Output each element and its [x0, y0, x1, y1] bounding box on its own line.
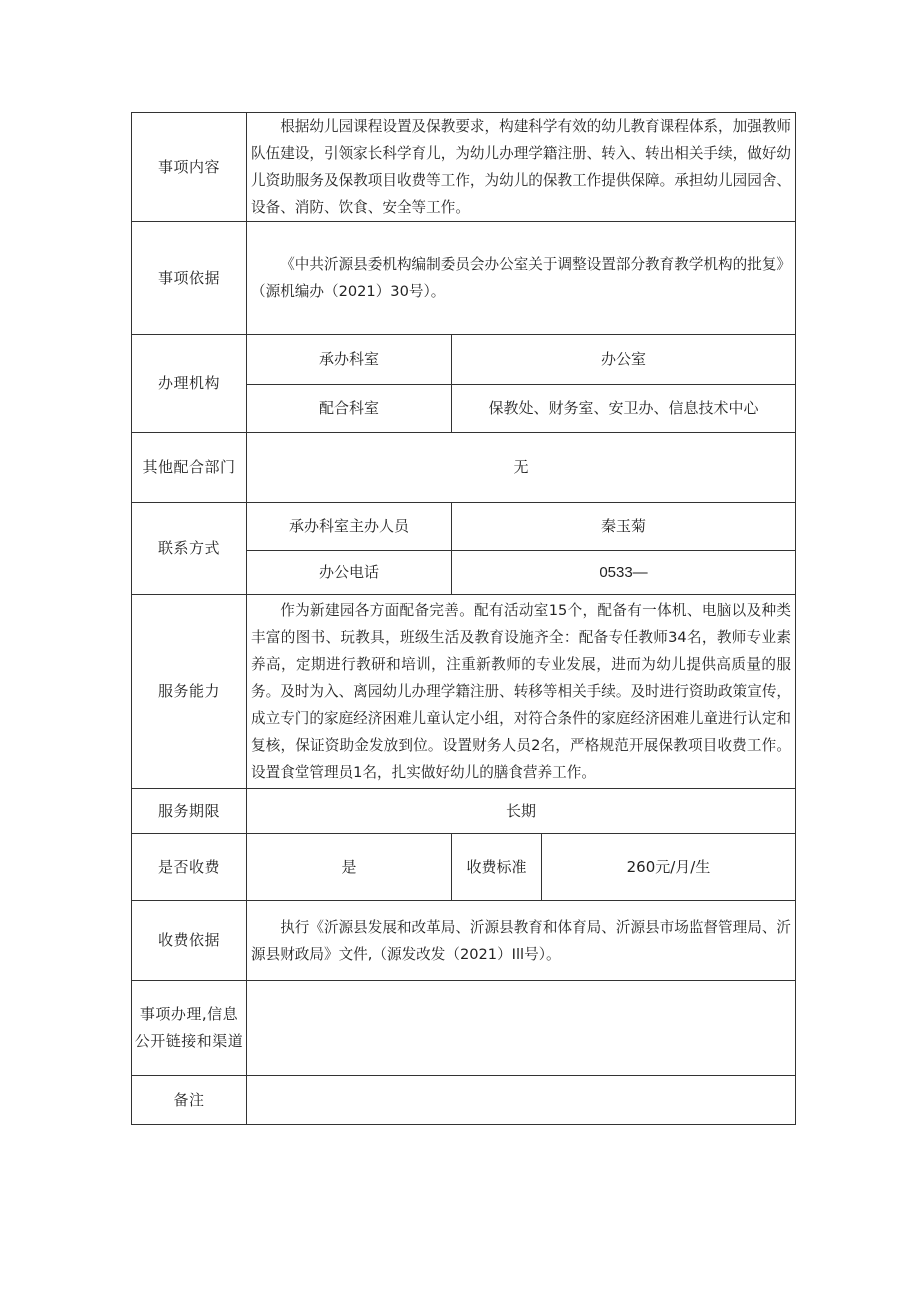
undertake-dept-label: 承办科室: [247, 335, 452, 385]
capability-label: 服务能力: [132, 595, 247, 789]
fee-standard-value: 260元/月/生: [542, 834, 796, 901]
phone-label: 办公电话: [247, 551, 452, 595]
row-agency-undertake: [132, 335, 796, 385]
fee-label: 是否收费: [132, 834, 247, 901]
period-value: 长期: [247, 789, 796, 834]
channels-value: [247, 981, 796, 1076]
phone-value: 0533—: [452, 551, 796, 595]
row-channels: [132, 981, 796, 1076]
fee-basis-label: 收费依据: [132, 901, 247, 981]
other-departments-value: 无: [247, 433, 796, 503]
channels-label: 事项办理,信息公开链接和渠道: [132, 981, 247, 1076]
row-fee-basis: [132, 901, 796, 981]
undertake-dept-value: 办公室: [452, 335, 796, 385]
contact-label: 联系方式: [132, 503, 247, 595]
cooperate-dept-value: 保教处、财务室、安卫办、信息技术中心: [452, 385, 796, 433]
content-label: 事项内容: [132, 113, 247, 222]
capability-cell: [247, 595, 796, 789]
row-fee: [132, 834, 796, 901]
contact-person-value: 秦玉菊: [452, 503, 796, 551]
remarks-value: [247, 1076, 796, 1125]
content-cell: [247, 113, 796, 222]
basis-label: 事项依据: [132, 222, 247, 335]
cooperate-dept-label: 配合科室: [247, 385, 452, 433]
row-content: [132, 113, 796, 222]
remarks-label: 备注: [132, 1076, 247, 1125]
contact-person-label: 承办科室主办人员: [247, 503, 452, 551]
other-departments-label: 其他配合部门: [132, 433, 247, 503]
fee-value: 是: [247, 834, 452, 901]
row-capability: [132, 595, 796, 789]
matter-info-table: [131, 112, 796, 1125]
content-text: 根据幼儿园课程设置及保教要求，构建科学有效的幼儿教育课程体系，加强教师队伍建设，引领家长科学育儿，为幼儿办理学籍注册、转入、转出相关手续，做好幼儿资助服务及保教项目收费等工作，为幼儿的保教工作提供保障。承担幼儿园园舍、设备、消防、饮食、安全等工作。: [251, 118, 792, 216]
fee-basis-cell: [247, 901, 796, 981]
row-contact-person: [132, 503, 796, 551]
capability-text: 作为新建园各方面配备完善。配有活动室15个，配备有一体机、电脑以及种类丰富的图书、玩教具，班级生活及教育设施齐全：配备专任教师34名，教师专业素养高，定期进行教研和培训，注重新教师的专业发展，进而为幼儿提供高质量的服务。及时为入、离园幼儿办理学籍注册、转移等相关手续。及时进行资助政策宣传，成立专门的家庭经济困难儿童认定小组，对符合条件的家庭经济困难儿童进行认定和复核，保证资助金发放到位。设置财务人员2名，严格规范开展保教项目收费工作。设置食堂管理员1名，扎实做好幼儿的膳食营养工作。: [251, 602, 792, 781]
row-remarks: [132, 1076, 796, 1125]
row-other-departments: [132, 433, 796, 503]
basis-text: 《中共沂源县委机构编制委员会办公室关于调整设置部分教育教学机构的批复》（源机编办（2021）30号）。: [251, 256, 792, 300]
row-period: [132, 789, 796, 834]
fee-basis-text: 执行《沂源县发展和改革局、沂源县教育和体育局、沂源县市场监督管理局、沂源县财政局》文件,（源发改发（2021）Ill号）。: [251, 918, 792, 963]
fee-standard-label: 收费标准: [452, 834, 542, 901]
agency-label: 办理机构: [132, 335, 247, 433]
row-basis: [132, 222, 796, 335]
basis-cell: [247, 222, 796, 335]
period-label: 服务期限: [132, 789, 247, 834]
